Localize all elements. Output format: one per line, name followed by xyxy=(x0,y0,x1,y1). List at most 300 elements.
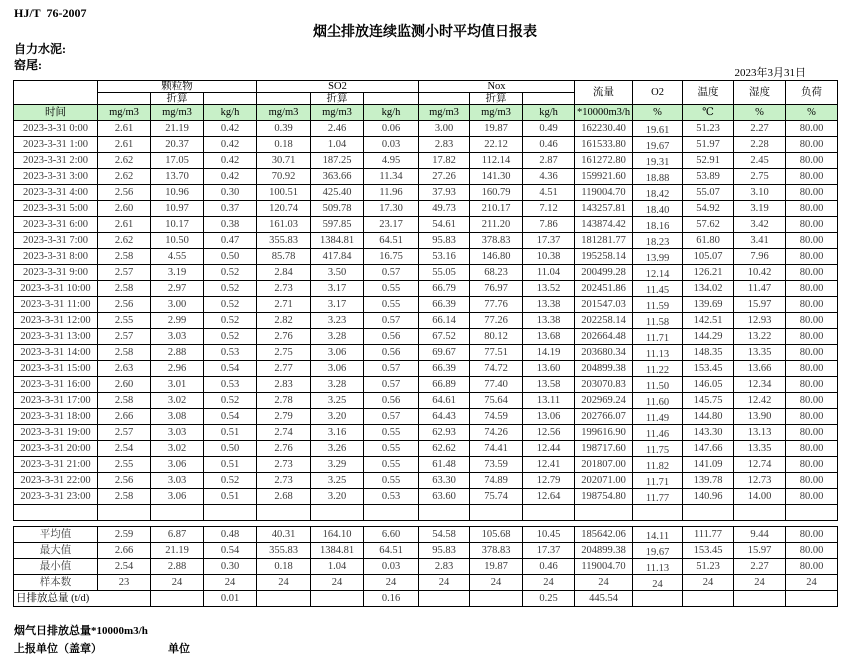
value-cell: 0.55 xyxy=(364,473,419,489)
value-cell: 0.53 xyxy=(364,489,419,505)
value-cell: 3.06 xyxy=(151,457,204,473)
row-label-cell: 2023-3-31 6:00 xyxy=(14,217,98,233)
value-cell: 2.83 xyxy=(419,559,470,575)
value-cell: 2.63 xyxy=(98,361,151,377)
value-cell: 11.77 xyxy=(633,489,683,505)
value-cell: 161.03 xyxy=(257,217,311,233)
daily-total-label: 日排放总量 (t/d) xyxy=(14,591,151,607)
value-cell: 181281.77 xyxy=(575,233,633,249)
unit-label: 单位 xyxy=(168,643,190,655)
value-cell: 80.00 xyxy=(786,409,838,425)
col-temperature: 温度 xyxy=(683,81,734,105)
value-cell: 73.59 xyxy=(470,457,523,473)
value-cell: 2.75 xyxy=(257,345,311,361)
value-cell: 80.00 xyxy=(786,169,838,185)
value-cell: 0.52 xyxy=(204,281,257,297)
value-cell: 11.71 xyxy=(633,473,683,489)
value-cell: 2.56 xyxy=(98,297,151,313)
value-cell: 69.67 xyxy=(419,345,470,361)
converted-label: 折算 xyxy=(470,93,523,105)
value-cell: 2.54 xyxy=(98,559,151,575)
row-label-cell: 2023-3-31 17:00 xyxy=(14,393,98,409)
value-cell: 24 xyxy=(683,575,734,591)
value-cell: 2.97 xyxy=(151,281,204,297)
value-cell: 2.83 xyxy=(419,137,470,153)
unit-cell: mg/m3 xyxy=(151,105,204,121)
value-cell: 52.91 xyxy=(683,153,734,169)
value-cell: 202664.48 xyxy=(575,329,633,345)
unit-cell: % xyxy=(734,105,786,121)
table-row xyxy=(14,409,838,425)
value-cell: 13.13 xyxy=(734,425,786,441)
value-cell: 15.97 xyxy=(734,297,786,313)
value-cell: 0.30 xyxy=(204,185,257,201)
value-cell: 0.01 xyxy=(204,591,257,607)
value-cell: 203070.83 xyxy=(575,377,633,393)
value-cell: 20.37 xyxy=(151,137,204,153)
blank-cell xyxy=(204,93,257,105)
value-cell: 204899.38 xyxy=(575,543,633,559)
value-cell: 0.42 xyxy=(204,137,257,153)
row-label-cell: 最大值 xyxy=(14,543,98,559)
row-label-cell: 2023-3-31 14:00 xyxy=(14,345,98,361)
value-cell: 13.11 xyxy=(523,393,575,409)
value-cell: 153.45 xyxy=(683,543,734,559)
unit-cell: mg/m3 xyxy=(98,105,151,121)
col-o2: O2 xyxy=(633,81,683,105)
value-cell: 75.74 xyxy=(470,489,523,505)
value-cell: 0.37 xyxy=(204,201,257,217)
value-cell: 0.55 xyxy=(364,425,419,441)
value-cell: 139.78 xyxy=(683,473,734,489)
table-row xyxy=(14,329,838,345)
row-label-cell: 2023-3-31 21:00 xyxy=(14,457,98,473)
value-cell: 3.23 xyxy=(311,313,364,329)
value-cell: 53.89 xyxy=(683,169,734,185)
value-cell: 355.83 xyxy=(257,233,311,249)
value-cell: 3.02 xyxy=(151,441,204,457)
value-cell: 2.62 xyxy=(98,153,151,169)
value-cell: 64.51 xyxy=(364,233,419,249)
table-row xyxy=(14,441,838,457)
value-cell: 2.62 xyxy=(98,233,151,249)
value-cell: 2.56 xyxy=(98,185,151,201)
value-cell: 24 xyxy=(523,575,575,591)
value-cell: 74.41 xyxy=(470,441,523,457)
value-cell: 139.69 xyxy=(683,297,734,313)
value-cell: 10.17 xyxy=(151,217,204,233)
header-row-groups xyxy=(14,81,838,93)
value-cell: 198717.60 xyxy=(575,441,633,457)
value-cell: 3.25 xyxy=(311,473,364,489)
value-cell: 148.35 xyxy=(683,345,734,361)
value-cell: 55.07 xyxy=(683,185,734,201)
blank-cell xyxy=(523,93,575,105)
value-cell: 13.38 xyxy=(523,297,575,313)
value-cell: 75.64 xyxy=(470,393,523,409)
value-cell: 80.00 xyxy=(786,313,838,329)
value-cell: 111.77 xyxy=(683,527,734,543)
table-row xyxy=(14,281,838,297)
value-cell: 54.92 xyxy=(683,201,734,217)
table-row xyxy=(14,393,838,409)
value-cell: 3.01 xyxy=(151,377,204,393)
value-cell: 7.96 xyxy=(734,249,786,265)
value-cell: 13.35 xyxy=(734,441,786,457)
table-row xyxy=(14,185,838,201)
row-label-cell: 2023-3-31 10:00 xyxy=(14,281,98,297)
value-cell: 378.83 xyxy=(470,543,523,559)
value-cell: 100.51 xyxy=(257,185,311,201)
value-cell: 105.68 xyxy=(470,527,523,543)
value-cell: 2.27 xyxy=(734,121,786,137)
value-cell: 3.17 xyxy=(311,281,364,297)
value-cell: 54.61 xyxy=(419,217,470,233)
value-cell: 0.52 xyxy=(204,329,257,345)
value-cell: 11.49 xyxy=(633,409,683,425)
report-unit-label: 上报单位（盖章） xyxy=(14,643,102,655)
value-cell: 2.77 xyxy=(257,361,311,377)
value-cell: 140.96 xyxy=(683,489,734,505)
value-cell: 10.38 xyxy=(523,249,575,265)
value-cell: 0.38 xyxy=(204,217,257,233)
value-cell: 143874.42 xyxy=(575,217,633,233)
value-cell: 3.16 xyxy=(311,425,364,441)
value-cell: 153.45 xyxy=(683,361,734,377)
value-cell: 164.10 xyxy=(311,527,364,543)
value-cell: 74.59 xyxy=(470,409,523,425)
report-tables xyxy=(13,80,837,607)
row-label-cell: 2023-3-31 4:00 xyxy=(14,185,98,201)
value-cell: 0.25 xyxy=(523,591,575,607)
value-cell: 145.75 xyxy=(683,393,734,409)
value-cell: 61.80 xyxy=(683,233,734,249)
value-cell: 11.75 xyxy=(633,441,683,457)
value-cell: 10.45 xyxy=(523,527,575,543)
value-cell: 204899.38 xyxy=(575,361,633,377)
report-date: 2023年3月31日 xyxy=(734,67,806,79)
value-cell: 0.51 xyxy=(204,489,257,505)
value-cell: 13.70 xyxy=(151,169,204,185)
value-cell: 0.06 xyxy=(364,121,419,137)
value-cell: 2.61 xyxy=(98,137,151,153)
value-cell: 67.52 xyxy=(419,329,470,345)
summary-row xyxy=(14,543,838,559)
value-cell: 17.30 xyxy=(364,201,419,217)
value-cell: 3.41 xyxy=(734,233,786,249)
value-cell: 2.27 xyxy=(734,559,786,575)
value-cell: 2.56 xyxy=(98,473,151,489)
unit-cell: mg/m3 xyxy=(311,105,364,121)
table-row xyxy=(14,361,838,377)
value-cell: 77.26 xyxy=(470,313,523,329)
value-cell: 0.57 xyxy=(364,377,419,393)
value-cell: 195258.14 xyxy=(575,249,633,265)
value-cell: 3.06 xyxy=(151,489,204,505)
value-cell: 3.06 xyxy=(311,345,364,361)
value-cell: 80.00 xyxy=(786,265,838,281)
value-cell: 80.00 xyxy=(786,249,838,265)
unit-cell: *10000m3/h xyxy=(575,105,633,121)
value-cell: 12.73 xyxy=(734,473,786,489)
value-cell: 16.75 xyxy=(364,249,419,265)
value-cell: 0.52 xyxy=(204,473,257,489)
table-row xyxy=(14,201,838,217)
value-cell: 12.74 xyxy=(734,457,786,473)
value-cell: 11.58 xyxy=(633,313,683,329)
value-cell: 49.73 xyxy=(419,201,470,217)
value-cell: 77.40 xyxy=(470,377,523,393)
value-cell: 12.34 xyxy=(734,377,786,393)
value-cell: 202969.24 xyxy=(575,393,633,409)
value-cell: 1384.81 xyxy=(311,543,364,559)
value-cell: 51.97 xyxy=(683,137,734,153)
table-row xyxy=(14,377,838,393)
table-row xyxy=(14,425,838,441)
value-cell: 24 xyxy=(734,575,786,591)
value-cell: 11.47 xyxy=(734,281,786,297)
value-cell: 3.06 xyxy=(311,361,364,377)
value-cell: 13.22 xyxy=(734,329,786,345)
value-cell: 80.00 xyxy=(786,543,838,559)
value-cell xyxy=(786,505,838,521)
value-cell: 6.87 xyxy=(151,527,204,543)
value-cell: 0.54 xyxy=(204,409,257,425)
value-cell xyxy=(786,591,838,607)
value-cell: 2.73 xyxy=(257,457,311,473)
row-label-cell: 2023-3-31 0:00 xyxy=(14,121,98,137)
value-cell: 144.80 xyxy=(683,409,734,425)
value-cell: 19.67 xyxy=(633,543,683,559)
value-cell: 11.46 xyxy=(633,425,683,441)
value-cell: 11.60 xyxy=(633,393,683,409)
table-row xyxy=(14,265,838,281)
value-cell: 0.48 xyxy=(204,527,257,543)
value-cell: 146.05 xyxy=(683,377,734,393)
value-cell: 0.42 xyxy=(204,169,257,185)
value-cell xyxy=(683,505,734,521)
summary-row xyxy=(14,575,838,591)
table-row xyxy=(14,249,838,265)
value-cell: 51.23 xyxy=(683,559,734,575)
value-cell: 95.83 xyxy=(419,233,470,249)
row-label-cell xyxy=(14,505,98,521)
value-cell: 3.20 xyxy=(311,489,364,505)
row-label-cell: 2023-3-31 8:00 xyxy=(14,249,98,265)
value-cell: 14.00 xyxy=(734,489,786,505)
value-cell: 95.83 xyxy=(419,543,470,559)
table-row xyxy=(14,313,838,329)
standard-code: HJ/T 76-2007 xyxy=(14,6,87,20)
value-cell: 0.51 xyxy=(204,457,257,473)
value-cell: 355.83 xyxy=(257,543,311,559)
table-row xyxy=(14,233,838,249)
value-cell: 85.78 xyxy=(257,249,311,265)
value-cell: 2.28 xyxy=(734,137,786,153)
value-cell: 12.14 xyxy=(633,265,683,281)
value-cell: 0.52 xyxy=(204,297,257,313)
value-cell: 12.42 xyxy=(734,393,786,409)
value-cell: 64.61 xyxy=(419,393,470,409)
value-cell: 74.89 xyxy=(470,473,523,489)
value-cell: 2.75 xyxy=(734,169,786,185)
value-cell: 0.18 xyxy=(257,559,311,575)
value-cell: 9.44 xyxy=(734,527,786,543)
company-label: 自力水泥: xyxy=(14,42,66,56)
value-cell: 2.79 xyxy=(257,409,311,425)
value-cell: 0.46 xyxy=(523,137,575,153)
unit-cell: kg/h xyxy=(523,105,575,121)
value-cell: 80.00 xyxy=(786,473,838,489)
value-cell: 64.43 xyxy=(419,409,470,425)
value-cell: 2.58 xyxy=(98,281,151,297)
value-cell xyxy=(311,505,364,521)
value-cell: 13.38 xyxy=(523,313,575,329)
value-cell: 11.13 xyxy=(633,345,683,361)
value-cell: 119004.70 xyxy=(575,559,633,575)
value-cell: 0.03 xyxy=(364,559,419,575)
value-cell: 2.82 xyxy=(257,313,311,329)
value-cell: 30.71 xyxy=(257,153,311,169)
value-cell: 2.74 xyxy=(257,425,311,441)
value-cell: 11.82 xyxy=(633,457,683,473)
value-cell: 0.53 xyxy=(204,377,257,393)
value-cell: 2.59 xyxy=(98,527,151,543)
value-cell: 2.66 xyxy=(98,409,151,425)
unit-cell: % xyxy=(786,105,838,121)
row-label-cell: 2023-3-31 11:00 xyxy=(14,297,98,313)
value-cell: 0.57 xyxy=(364,265,419,281)
value-cell: 11.71 xyxy=(633,329,683,345)
value-cell: 17.37 xyxy=(523,233,575,249)
value-cell xyxy=(151,505,204,521)
value-cell: 4.51 xyxy=(523,185,575,201)
value-cell: 2.83 xyxy=(257,377,311,393)
value-cell: 3.03 xyxy=(151,425,204,441)
value-cell: 80.00 xyxy=(786,201,838,217)
value-cell: 51.23 xyxy=(683,121,734,137)
flue-total-note: 烟气日排放总量*10000m3/h xyxy=(14,625,148,637)
value-cell: 57.62 xyxy=(683,217,734,233)
value-cell: 66.39 xyxy=(419,361,470,377)
row-label-cell: 2023-3-31 9:00 xyxy=(14,265,98,281)
empty-row xyxy=(14,505,838,521)
table-row xyxy=(14,153,838,169)
value-cell: 2.84 xyxy=(257,265,311,281)
value-cell: 0.54 xyxy=(204,361,257,377)
value-cell: 2.58 xyxy=(98,345,151,361)
value-cell: 2.46 xyxy=(311,121,364,137)
blank-cell xyxy=(98,93,151,105)
value-cell: 14.11 xyxy=(633,527,683,543)
value-cell: 80.00 xyxy=(786,185,838,201)
value-cell: 13.52 xyxy=(523,281,575,297)
value-cell: 23.17 xyxy=(364,217,419,233)
value-cell: 2.99 xyxy=(151,313,204,329)
value-cell xyxy=(734,591,786,607)
value-cell: 2.88 xyxy=(151,345,204,361)
value-cell: 19.87 xyxy=(470,121,523,137)
value-cell: 0.56 xyxy=(364,345,419,361)
value-cell: 24 xyxy=(419,575,470,591)
value-cell: 0.54 xyxy=(204,543,257,559)
value-cell: 80.00 xyxy=(786,441,838,457)
value-cell: 80.00 xyxy=(786,233,838,249)
value-cell: 597.85 xyxy=(311,217,364,233)
value-cell: 53.16 xyxy=(419,249,470,265)
hourly-table xyxy=(13,80,838,521)
value-cell xyxy=(633,591,683,607)
value-cell: 22.12 xyxy=(470,137,523,153)
value-cell: 119004.70 xyxy=(575,185,633,201)
value-cell: 2.55 xyxy=(98,313,151,329)
group-particulate: 颗粒物 xyxy=(98,81,257,93)
value-cell xyxy=(204,505,257,521)
value-cell: 3.10 xyxy=(734,185,786,201)
table-row xyxy=(14,297,838,313)
value-cell: 66.79 xyxy=(419,281,470,297)
value-cell xyxy=(257,591,311,607)
blank-cell xyxy=(419,93,470,105)
col-humidity: 湿度 xyxy=(734,81,786,105)
value-cell: 210.17 xyxy=(470,201,523,217)
value-cell: 0.53 xyxy=(204,345,257,361)
value-cell: 3.03 xyxy=(151,329,204,345)
value-cell: 64.51 xyxy=(364,543,419,559)
blank-cell xyxy=(364,93,419,105)
value-cell: 12.93 xyxy=(734,313,786,329)
table-row xyxy=(14,473,838,489)
value-cell xyxy=(734,505,786,521)
value-cell: 7.86 xyxy=(523,217,575,233)
summary-rows xyxy=(14,527,838,607)
value-cell: 2.73 xyxy=(257,473,311,489)
row-label-cell: 2023-3-31 5:00 xyxy=(14,201,98,217)
value-cell: 66.89 xyxy=(419,377,470,393)
value-cell: 13.68 xyxy=(523,329,575,345)
value-cell: 11.96 xyxy=(364,185,419,201)
row-label-cell: 2023-3-31 22:00 xyxy=(14,473,98,489)
unit-cell: kg/h xyxy=(364,105,419,121)
value-cell: 80.00 xyxy=(786,361,838,377)
value-cell xyxy=(364,505,419,521)
value-cell: 12.41 xyxy=(523,457,575,473)
value-cell: 24 xyxy=(311,575,364,591)
value-cell: 77.51 xyxy=(470,345,523,361)
value-cell: 24 xyxy=(633,575,683,591)
value-cell: 0.55 xyxy=(364,457,419,473)
value-cell: 0.55 xyxy=(364,297,419,313)
value-cell: 13.60 xyxy=(523,361,575,377)
value-cell: 80.00 xyxy=(786,329,838,345)
value-cell: 3.29 xyxy=(311,457,364,473)
value-cell: 62.62 xyxy=(419,441,470,457)
value-cell: 0.49 xyxy=(523,121,575,137)
value-cell xyxy=(470,505,523,521)
value-cell: 3.42 xyxy=(734,217,786,233)
value-cell: 143.30 xyxy=(683,425,734,441)
value-cell: 2.58 xyxy=(98,489,151,505)
value-cell: 162230.40 xyxy=(575,121,633,137)
value-cell: 120.74 xyxy=(257,201,311,217)
value-cell xyxy=(633,505,683,521)
value-cell: 24 xyxy=(575,575,633,591)
value-cell: 24 xyxy=(151,575,204,591)
value-cell: 0.30 xyxy=(204,559,257,575)
value-cell: 40.31 xyxy=(257,527,311,543)
value-cell: 11.50 xyxy=(633,377,683,393)
value-cell: 80.00 xyxy=(786,425,838,441)
